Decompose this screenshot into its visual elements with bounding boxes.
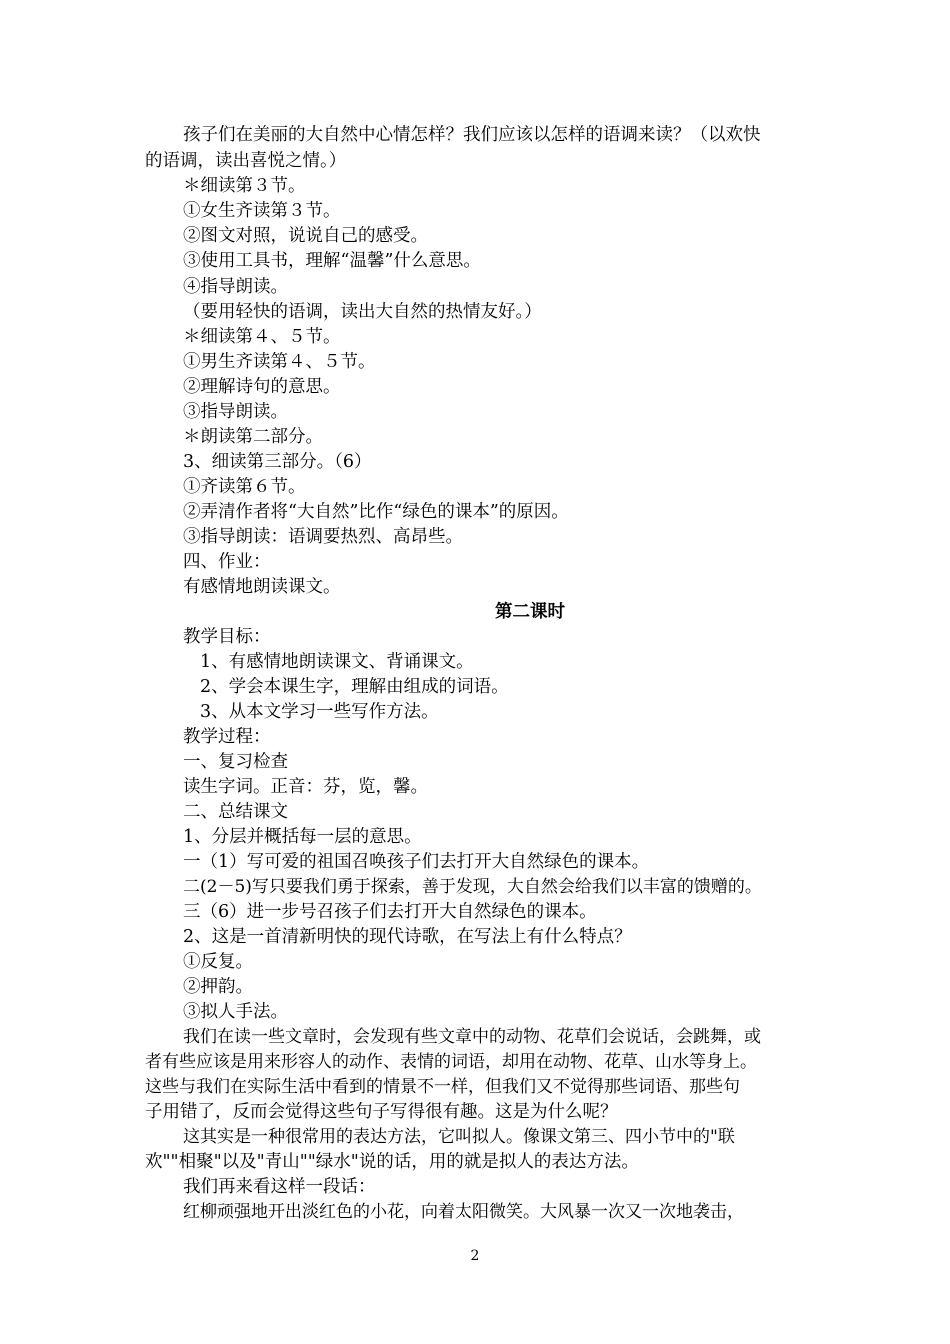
paragraph-line: 1、分层并概括每一层的意思。 xyxy=(183,827,422,847)
paragraph-line: ＊朗读第二部分。 xyxy=(183,427,323,447)
paragraph-line: ④指导朗读。 xyxy=(183,277,288,297)
paragraph-line: 我们再来看这样一段话： xyxy=(183,1177,376,1197)
paragraph-line: 者有些应该是用来形容人的动作、表情的词语，却用在动物、花草、山水等身上。 xyxy=(145,1052,757,1072)
paragraph-line: 四、作业： xyxy=(183,552,271,572)
paragraph-line: ②图文对照，说说自己的感受。 xyxy=(183,226,428,246)
page-number: 2 xyxy=(470,1248,480,1264)
paragraph-line: ③指导朗读。 xyxy=(183,402,288,422)
paragraph-line: 教学过程： xyxy=(183,727,271,747)
paragraph-line: ①女生齐读第３节。 xyxy=(183,201,341,221)
paragraph-line: 这其实是一种很常用的表达方法，它叫拟人。像课文第三、四小节中的"联 xyxy=(183,1127,735,1147)
paragraph-line: 孩子们在美丽的大自然中心情怎样？我们应该以怎样的语调来读？（以欢快 xyxy=(183,125,761,145)
paragraph-line: ＊细读第３节。 xyxy=(183,176,306,196)
paragraph-line: ①齐读第６节。 xyxy=(183,477,306,497)
paragraph-line: 一（1）写可爱的祖国召唤孩子们去打开大自然绿色的课本。 xyxy=(183,852,650,872)
list-item: 1、有感情地朗读课文、背诵课文。 xyxy=(200,652,474,672)
paragraph-line: ②弄清作者将“大自然”比作“绿色的课本”的原因。 xyxy=(183,502,569,522)
list-item: 3、从本文学习一些写作方法。 xyxy=(200,702,439,722)
paragraph-line: 二(2－5)写只要我们勇于探索，善于发现，大自然会给我们以丰富的馈赠的。 xyxy=(183,877,762,897)
paragraph-line: 红柳顽强地开出淡红色的小花，向着太阳微笑。大风暴一次又一次地袭击， xyxy=(183,1202,744,1222)
paragraph-line: 子用错了，反而会觉得这些句子写得很有趣。这是为什么呢？ xyxy=(145,1102,618,1122)
list-item: 2、学会本课生字，理解由组成的词语。 xyxy=(200,677,509,697)
paragraph-line: 一、复习检查 xyxy=(183,752,288,772)
paragraph-line: 有感情地朗读课文。 xyxy=(183,577,341,597)
paragraph-line: ③使用工具书，理解“温馨”什么意思。 xyxy=(183,251,481,271)
paragraph-line: 这些与我们在实际生活中看到的情景不一样，但我们又不觉得那些词语、那些句 xyxy=(145,1077,740,1097)
paragraph-line: 3、细读第三部分。（6） xyxy=(183,452,372,472)
paragraph-line: ①反复。 xyxy=(183,952,253,972)
section-heading: 第二课时 xyxy=(495,602,565,622)
paragraph-line: 二、总结课文 xyxy=(183,802,288,822)
paragraph-line: 2、这是一首清新明快的现代诗歌，在写法上有什么特点？ xyxy=(183,927,632,947)
paragraph-line: ②理解诗句的意思。 xyxy=(183,377,341,397)
paragraph-line: 教学目标： xyxy=(183,627,271,647)
paragraph-line: 欢""相聚"以及"青山""绿水"说的话，用的就是拟人的表达方法。 xyxy=(145,1152,639,1172)
paragraph-line: ＊细读第４、５节。 xyxy=(183,327,341,347)
paragraph-line: 三（6）进一步号召孩子们去打开大自然绿色的课本。 xyxy=(183,902,597,922)
paragraph-line: 的语调，读出喜悦之情。） xyxy=(145,151,347,171)
paragraph-line: 读生字词。正音：芬，览，馨。 xyxy=(183,777,428,797)
paragraph-line: ②押韵。 xyxy=(183,977,253,997)
paragraph-line: ③拟人手法。 xyxy=(183,1002,288,1022)
paragraph-line: （要用轻快的语调，读出大自然的热情友好。） xyxy=(183,302,542,322)
paragraph-line: 我们在读一些文章时，会发现有些文章中的动物、花草们会说话，会跳舞，或 xyxy=(183,1027,761,1047)
paragraph-line: ③指导朗读：语调要热烈、高昂些。 xyxy=(183,527,463,547)
paragraph-line: ①男生齐读第４、５节。 xyxy=(183,352,376,372)
